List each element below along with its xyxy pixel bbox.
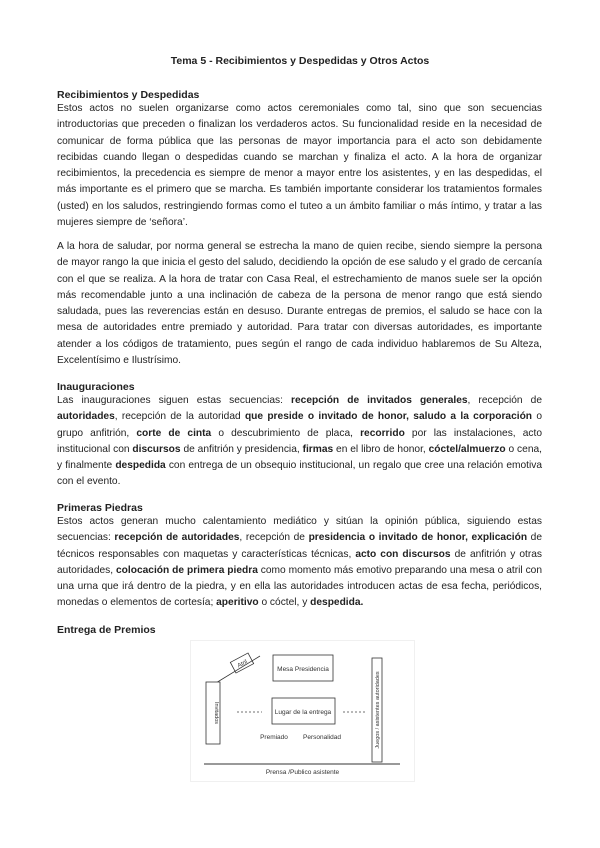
personalidad-label: Personalidad <box>303 734 341 741</box>
ceremony-layout-diagram <box>190 640 415 782</box>
premiado-label: Premiado <box>260 734 288 741</box>
autoridades-label: Juegos / asistentes autoridades <box>375 671 381 749</box>
heading-primeras-piedras: Primeras Piedras <box>57 502 143 514</box>
paragraph-primeras-piedras: Estos actos generan mucho calentamiento mediático y sitúan la opinión pública, siguiendo estas secuencias: recepción de autoridades, recepción de presidencia o invitado de honor, explicación de técnicos responsables con maquetas y características técnicas, acto con discursos de anfitrión y otras autoridades, colocación de primera piedra como momento más emotivo preparando una mesa o atril con una urna que irá dentro de la piedra, y en ella las autoridades introducen actas de esa fecha, periódicos, monedas o elementos de cortesía; aperitivo o cóctel, y despedida. <box>57 516 542 609</box>
paragraph-recibimientos-2: A la hora de saludar, por norma general se estrecha la mano de quien recibe, siendo siempre la persona de mayor rango la que inicia el gesto del saludo, decidiendo la opción de ese saludo y el grado de cercanía con el que se realiza. A la hora de tratar con Casa Real, el estrechamiento de manos suele ser la opción más recomendable junto a una inclinación de cabeza de la persona de menor rango que está siendo saludada, pues las reverencias están en desuso. Durante entregas de premios, el saludo se hace con la mesa de autoridades entre premiado y autoridad. Para tratar con diversas autoridades, es importante atender a los códigos de tratamiento, pues según el rango de cada individuo hablaremos de Su Alteza, Excelentísimo e Ilustrísimo. <box>57 241 542 367</box>
page-title: Tema 5 - Recibimientos y Despedidas y Otros Actos <box>170 55 430 67</box>
prensa-label: Prensa /Publico asistente <box>265 769 340 776</box>
atril-box <box>230 653 253 673</box>
heading-entrega-premios: Entrega de Premios <box>57 624 156 636</box>
paragraph-recibimientos-1: Estos actos no suelen organizarse como actos ceremoniales como tal, sino que son secuencias introductorias que preceden o finalizan los verdaderos actos. Su funcionalidad reside en la necesidad de comunicar de forma pública que las personas de mayor importancia para el acto son debidamente recibidas cuando llegan o despedidas cuando se marchan y finaliza el acto. A la hora de organizar recibimientos, la precedencia es siempre de menor a mayor entre los asistentes, y en las despedidas, el más importante es el primero que se marcha. Es también importante considerar los tratamientos formales (usted) en los saludos, restringiendo formas como el tuteo a un ámbito familiar o más íntimo, y tratar a las mujeres siempre de ‘señora’. <box>57 103 542 229</box>
mesa-presidencia-label: Mesa Presidencia <box>277 666 329 673</box>
invitados-label: Invitados <box>213 701 219 725</box>
paragraph-inauguraciones: Las inauguraciones siguen estas secuencias: recepción de invitados generales, recepción de autoridades, recepción de la autoridad que preside o invitado de honor, saludo a la corporación o grupo anfitrión, corte de cinta o descubrimiento de placa, recorrido por las instalaciones, acto institucional con discursos de anfitrión y presidencia, firmas en el libro de honor, cóctel/almuerzo o cena, y finalmente despedida con entrega de un obsequio institucional, un regalo que cree una relación emotiva con el evento. <box>57 395 542 488</box>
lugar-entrega-label: Lugar de la entrega <box>274 709 332 716</box>
heading-inauguraciones: Inauguraciones <box>57 381 135 393</box>
heading-recibimientos: Recibimientos y Despedidas <box>57 89 200 101</box>
atril-label: Atril <box>236 659 249 670</box>
